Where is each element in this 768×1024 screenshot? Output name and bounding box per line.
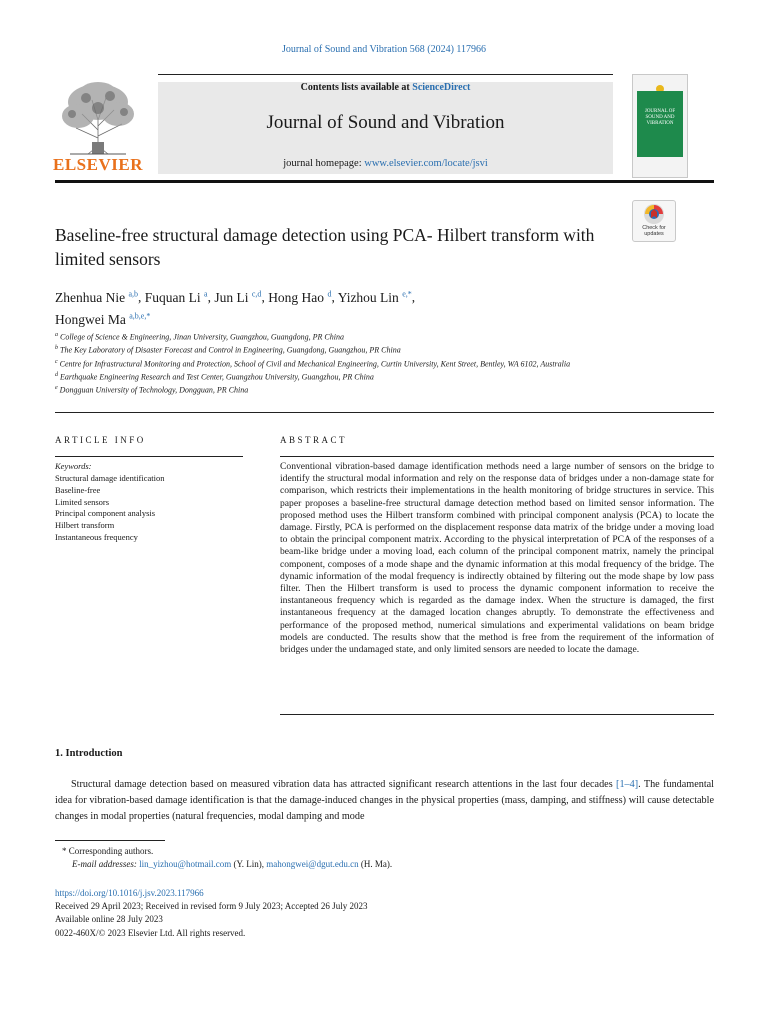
email-link-lin[interactable]: lin_yizhou@hotmail.com [139,859,232,869]
check-for-updates-button[interactable] [632,200,676,242]
email-link-ma[interactable]: mahongwei@dgut.edu.cn [266,859,359,869]
affiliation-text: Centre for Infrastructural Monitoring and Protection, School of Civil and Mechanical Engineering, Curtin University, Kent Street, Bentley, WA 6102, Australia [59,359,571,369]
article-history: Received 29 April 2023; Received in revised form 9 July 2023; Accepted 26 July 2023 [55,901,368,912]
affiliation-mark: e [55,385,58,392]
journal-citation[interactable]: Journal of Sound and Vibration 568 (2024) 117966 [281,44,487,55]
author-list: Zhenhua Nie $^{a,b}$, Fuquan Li $^a$, Jun Li $^{c,d}$, Hong Hao $^d$, Yizhou Lin $^{e,*}$, Hongwei Ma $^{a,b,e,*}$ [55,289,416,327]
publication-info [55,887,367,940]
abstract-text: Conventional vibration-based damage identification methods need a large number of sensors on the bridge to identify the structural modal information and rely on the response data of bridges under a non-damage state for comparison, which restricts their implementations in the health monitoring of bridge structures in service. This paper proposes a baseline-free structural damage detection method based on limited sensor information. The proposed method uses the Hilbert transform combined with principal component analysis (PCA) to locate the damage. Firstly, PCA is performed on the displacement response data matrix of the bridge under a moving load to obtain the principal component matrix. According to the physical interpretation of PCA of the responses of a beam-like bridge under a moving load, each column of the principal component matrix, namely the principal component, composes of a mode shape and the dynamic information at this modal frequency of the bridge. The dynamic information of the modal frequency is indirectly obtained by filtering out the mode shape by low pass filter. Then the Hilbert transform is used to process the dynamic component information to receive the instantaneous frequency which is regarded as the damage index. When the structure is damaged, the first instantaneous frequency at the damaged location changes abruptly. To demonstrate the effectiveness and performance of the proposed method, numerical simulations and experimental validations on beam bridge models are conducted. The results show that the method is free from the requirement of the information of bridges under the undamaged state, and only limited sensors are needed to locate the damage. [280,461,714,656]
article-info-rule [55,456,243,457]
doi-link[interactable]: https://doi.org/10.1016/j.jsv.2023.117966 [55,888,204,898]
keyword-item: Limited sensors [55,496,110,507]
email-owner-ma: (H. Ma). [358,859,393,869]
header-top-rule [158,74,613,75]
author[interactable] [268,290,331,305]
check-updates-label: Check for updates [642,225,666,237]
author[interactable] [214,290,261,305]
introduction-paragraph [55,777,714,824]
keyword-item: Principal component analysis [55,508,156,519]
affiliation-item [55,357,655,370]
keyword-item: Baseline-free [55,484,101,495]
homepage-prefix: journal homepage: [283,158,365,169]
keywords-label: Keywords: [55,461,92,471]
author-name: Jun Li [214,289,249,305]
author-affiliation-mark[interactable]: e,* [402,289,412,298]
email-owner-lin: (Y. Lin), [231,859,267,869]
contents-prefix: Contents lists available at [300,82,413,93]
introduction-heading: 1. Introduction [55,748,123,759]
affiliation-item [55,370,655,383]
affiliations [55,330,655,397]
footnote-rule [55,840,165,841]
affiliation-text: Earthquake Engineering Research and Test Center, Guangzhou University, Guangzhou, PR China [60,372,374,382]
abstract-rule [280,456,714,457]
author-affiliation-mark[interactable]: a,b,e,* [129,311,151,321]
affiliation-item [55,383,655,396]
author[interactable] [145,290,208,305]
affiliation-item [55,343,655,356]
homepage-link[interactable]: www.elsevier.com/locate/jsvi [364,158,488,169]
affiliation-text: The Key Laboratory of Disaster Forecast and Control in Engineering, Guangdong, Guangzhou, PR China [60,346,401,356]
cover-masthead [637,79,683,91]
author-affiliation-mark[interactable]: c,d [251,289,262,298]
affiliation-mark: b [55,345,58,352]
available-online: Available online 28 July 2023 [55,914,163,925]
affiliation-mark: c [55,358,58,365]
affiliation-text: College of Science & Engineering, Jinan University, Guangzhou, Guangdong, PR China [60,332,344,342]
author[interactable] [338,290,412,305]
copyright: 0022-460X/© 2023 Elsevier Ltd. All rights reserved. [55,927,246,938]
author-affiliation-mark[interactable]: d [327,289,332,298]
article-info-heading: ARTICLE INFO [55,435,146,445]
author-name: Yizhou Lin [337,289,399,305]
intro-text-part1: Structural damage detection based on measured vibration data has attracted significant research attentions in the last four decades [71,779,617,790]
keyword-item: Structural damage identification [55,473,165,483]
journal-homepage [158,158,613,169]
author[interactable] [55,312,150,327]
author-name: Hongwei Ma [55,312,126,327]
author-name: Zhenhua Nie [55,289,126,305]
paper-title: Baseline-free structural damage detection using PCA- Hilbert transform with limited sensors [55,225,595,269]
affiliations-rule [55,412,714,413]
keyword-item: Instantaneous frequency [55,531,138,542]
keyword-item: Hilbert transform [55,520,115,531]
email-addresses [72,859,392,869]
tree-icon [52,80,144,156]
elsevier-wordmark: ELSEVIER [53,155,143,174]
author-affiliation-mark[interactable]: a [204,289,208,298]
affiliation-mark: a [55,332,58,338]
reference-link[interactable]: [1–4] [616,779,639,790]
author-affiliation-mark[interactable]: a,b [128,289,139,298]
affiliation-item [55,330,655,343]
email-label: E-mail addresses: [72,859,137,869]
author-name: Hong Hao [268,289,325,305]
contents-availability [158,82,613,93]
author-name: Fuquan Li [144,289,201,305]
abstract-heading: ABSTRACT [280,435,348,445]
abstract-bottom-rule [280,714,714,715]
author[interactable] [55,290,138,305]
header-bottom-rule [55,180,714,183]
keywords-list [55,473,165,544]
cover-title: JOURNAL OF SOUND AND VIBRATION [644,109,676,126]
check-updates-icon [642,203,666,225]
journal-title: Journal of Sound and Vibration [266,112,505,133]
intro-text-part2: . The fundamental idea for vibration-based damage identification is that the damage-induced changes in the physical properties (mass, damping, and stiffness) will cause detectable changes in modal properties (natural frequencies, modal damping and mode [55,779,714,822]
affiliation-text: Dongguan University of Technology, Dongguan, PR China [59,386,249,396]
sciencedirect-link[interactable]: ScienceDirect [412,82,471,93]
journal-cover-thumbnail[interactable] [632,74,688,178]
affiliation-mark: d [55,372,58,379]
corresponding-authors-note: * Corresponding authors. [62,846,154,856]
cover-panel [637,91,683,157]
